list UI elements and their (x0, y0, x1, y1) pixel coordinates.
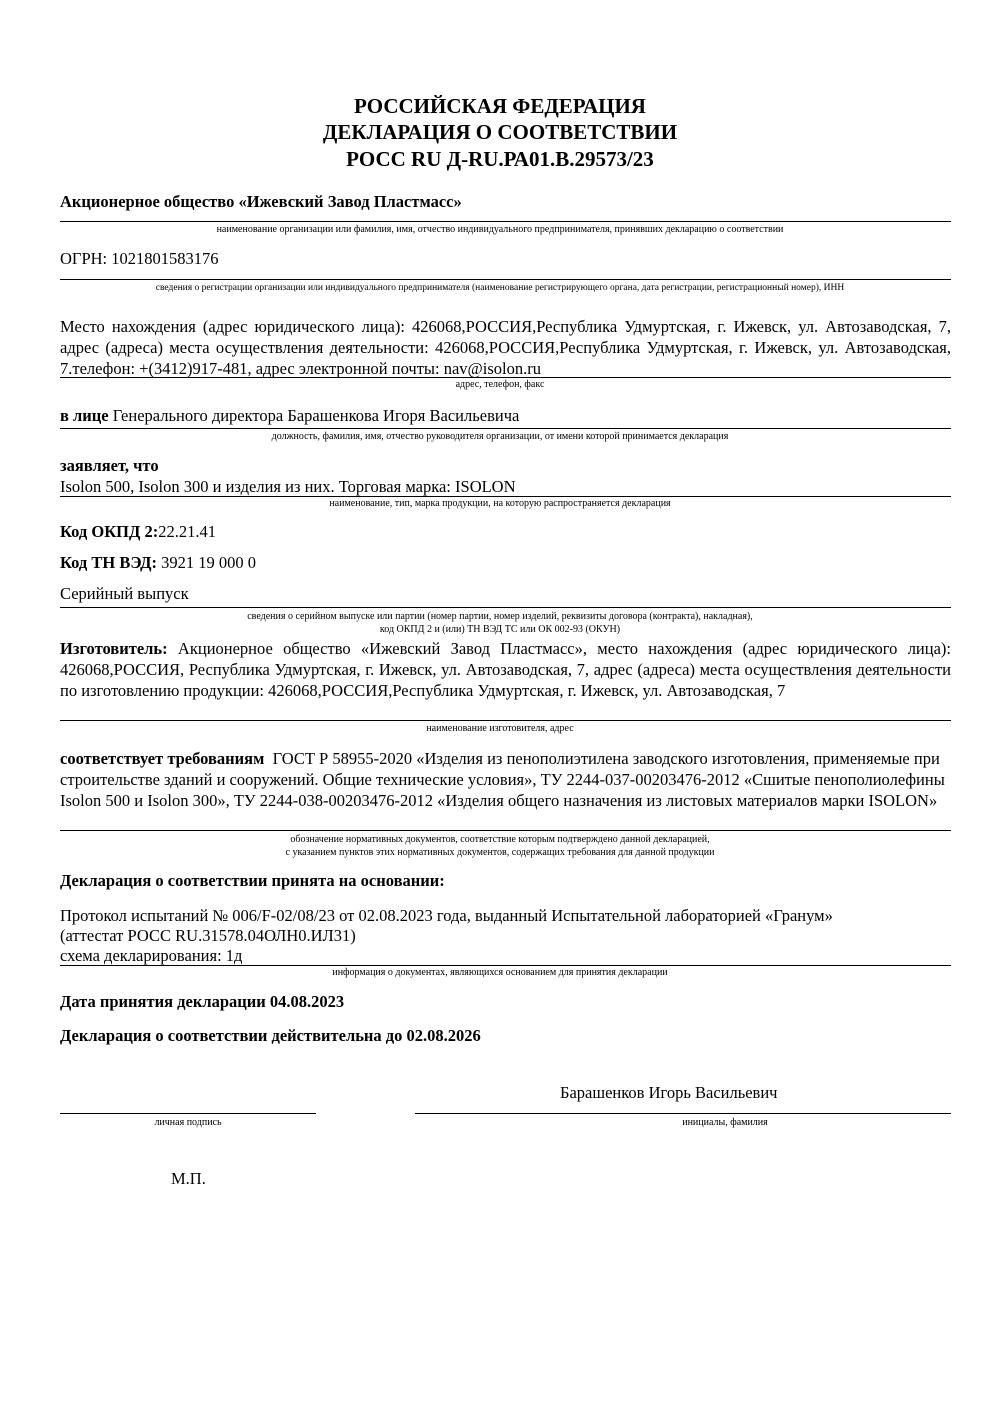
basis-line-3: схема декларирования: 1д (60, 946, 243, 965)
date-valid-until: Декларация о соответствии действительна до 02.08.2026 (60, 1026, 481, 1045)
divider (60, 720, 951, 721)
serial-caption-1: сведения о серийном выпуске или партии (номер партии, номер изделий, реквизиты договора (контракта), накладная), (247, 611, 753, 622)
okpd-label: Код ОКПД 2: (60, 522, 159, 541)
basis-heading: Декларация о соответствии принята на основании: (60, 871, 445, 890)
representative-label: в лице (60, 406, 109, 425)
divider (60, 377, 951, 378)
declares-label: заявляет, что (60, 456, 159, 475)
divider (60, 221, 951, 222)
divider (60, 496, 951, 497)
representative-caption: должность, фамилия, имя, отчество руководителя организации, от имени которой принимается декларация (271, 431, 729, 442)
header-doc-number: РОСС RU Д-RU.РА01.В.29573/23 (346, 147, 654, 171)
date-accepted: Дата принятия декларации 04.08.2023 (60, 992, 345, 1011)
address-caption: адрес, телефон, факс (455, 379, 545, 390)
registration-text: ОГРН: 1021801583176 (60, 249, 219, 268)
applicant-name: Акционерное общество «Ижевский Завод Пластмасс» (60, 192, 462, 211)
stamp-place: М.П. (171, 1169, 206, 1188)
divider (60, 428, 951, 429)
name-line (415, 1113, 951, 1114)
signatory-name: Барашенков Игорь Васильевич (560, 1083, 778, 1102)
requirements-text: ГОСТ Р 58955-2020 «Изделия из пенополиэтилена заводского изготовления, применяемые при строительстве зданий и сооружений. Общие технические условия», ТУ 2244-037-00203476-2012 «Сшитые пенополиолефины Isolon 500 и Isolon 300», ТУ 2244-038-00203476-2012 «Изделия общего назначения из листовых материалов марки ISOLON» (60, 749, 949, 810)
basis-caption: информация о документах, являющихся основанием для принятия декларации (332, 967, 668, 978)
serial-caption-2: код ОКПД 2 и (или) ТН ВЭД ТС или ОК 002-93 (ОКУН) (379, 624, 621, 635)
registration-caption: сведения о регистрации организации или индивидуального предпринимателя (наименование регистрирующего органа, дата регистрации, регистрационный номер), ИНН (155, 283, 845, 293)
tnved-label: Код ТН ВЭД: (60, 553, 158, 572)
header-country: РОССИЙСКАЯ ФЕДЕРАЦИЯ (354, 94, 646, 118)
serial-text: Серийный выпуск (60, 584, 189, 603)
tnved-value: 3921 19 000 0 (157, 553, 257, 572)
manufacturer-caption: наименование изготовителя, адрес (426, 723, 574, 734)
representative-text: Генерального директора Барашенкова Игоря Васильевича (108, 406, 520, 425)
requirements-caption-2: с указанием пунктов этих нормативных документов, содержащих требования для данной продукции (285, 847, 715, 858)
divider (60, 965, 951, 966)
applicant-caption: наименование организации или фамилия, имя, отчество индивидуального предпринимателя, принявших декларацию о соответствии (216, 224, 784, 235)
basis-line-1: Протокол испытаний № 006/F-02/08/23 от 02.08.2023 года, выданный Испытательной лабораторией «Гранум» (60, 906, 833, 925)
requirements-paragraph (60, 748, 951, 811)
divider (60, 279, 951, 280)
okpd-value: 22.21.41 (158, 522, 216, 541)
okpd-line (60, 521, 216, 542)
tnved-line (60, 552, 256, 573)
representative-line (60, 405, 519, 426)
header-doc-type: ДЕКЛАРАЦИЯ О СООТВЕТСТВИИ (322, 120, 678, 144)
product-text: Isolon 500, Isolon 300 и изделия из них. Торговая марка: ISOLON (60, 477, 516, 496)
signature-line (60, 1113, 316, 1114)
manufacturer-text: Акционерное общество «Ижевский Завод Пластмасс», место нахождения (адрес юридического лица): 426068,РОССИЯ, Республика Удмуртская, г. Ижевск, ул. Автозаводская, 7, адрес (адреса) места осуществления деятельности по изготовлению продукции: 426068,РОССИЯ,Республика Удмуртская, г. Ижевск, ул. Автозаводская, 7 (60, 639, 951, 700)
address-text: Место нахождения (адрес юридического лица): 426068,РОССИЯ,Республика Удмуртская, г. Ижевск, ул. Автозаводская, 7, адрес (адреса) места осуществления деятельности: 426068,РОССИЯ,Республика Удмуртская, г. Ижевск, ул. Автозаводская, 7.телефон: +(3412)917-481, адрес электронной почты: nav@isolon.ru (60, 317, 951, 378)
manufacturer-label: Изготовитель: (60, 639, 168, 658)
name-caption: инициалы, фамилия (682, 1117, 768, 1128)
divider (60, 607, 951, 608)
requirements-caption-1: обозначение нормативных документов, соответствие которым подтверждено данной декларацией, (290, 834, 710, 845)
manufacturer-paragraph (60, 638, 951, 701)
basis-line-2: (аттестат РОСС RU.31578.04ОЛН0.ИЛ31) (60, 926, 356, 945)
signature-caption: личная подпись (154, 1117, 222, 1128)
requirements-label: соответствует требованиям (60, 749, 265, 768)
product-caption: наименование, тип, марка продукции, на которую распространяется декларация (329, 498, 671, 509)
divider (60, 830, 951, 831)
